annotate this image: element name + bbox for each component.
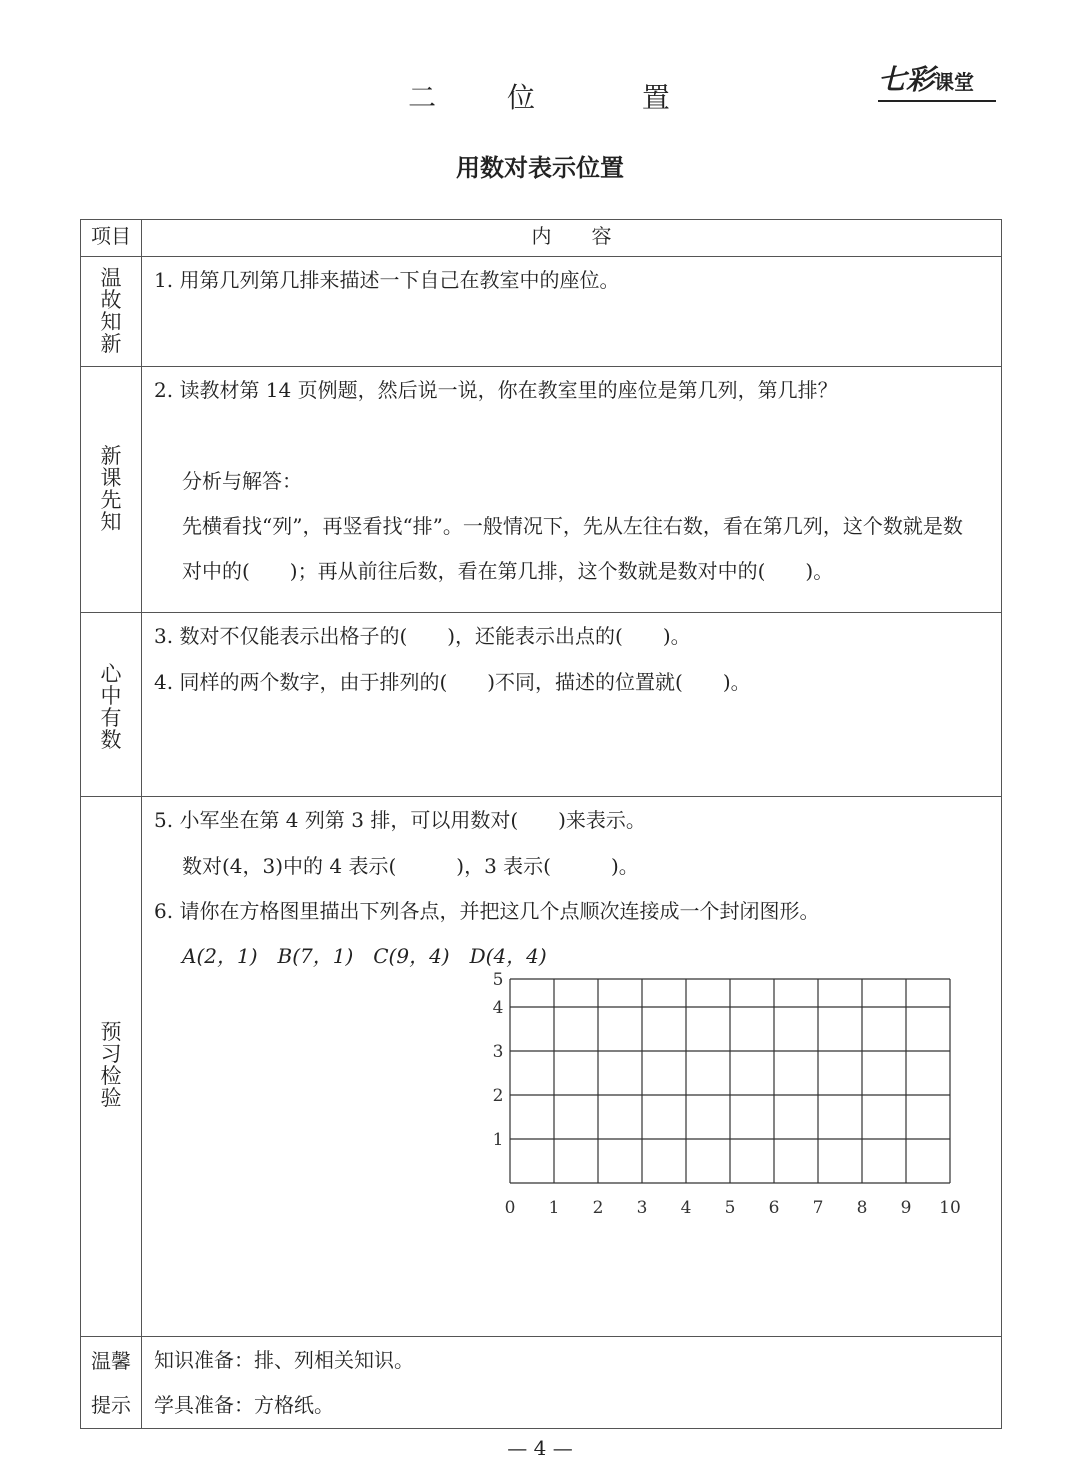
- x-tick-label: 10: [939, 1198, 961, 1218]
- question-3: 3. 数对不仅能表示出格子的( )，还能表示出点的( )。: [154, 624, 691, 648]
- label-char: 数: [100, 728, 122, 752]
- question-5-sub: 数对(4，3)中的 4 表示( )，3 表示( )。: [182, 854, 639, 878]
- tip-label-line: 温馨: [91, 1349, 131, 1373]
- label-char: 知: [100, 510, 122, 534]
- coordinate-grid[interactable]: [352, 970, 961, 1243]
- section-tip-row: [81, 1337, 1002, 1429]
- x-tick-label: 0: [504, 1198, 516, 1218]
- section-content: [142, 613, 1002, 797]
- label-char: 验: [100, 1086, 122, 1110]
- lesson-title: 用数对表示位置: [456, 154, 624, 182]
- question-5: 5. 小军坐在第 4 列第 3 排，可以用数对( )来表示。: [154, 808, 646, 832]
- section-content: [142, 257, 1002, 367]
- label-char: 新: [100, 444, 122, 468]
- lesson-table: [80, 219, 1002, 1429]
- label-char: 习: [100, 1042, 122, 1066]
- label-char: 有: [100, 706, 122, 730]
- tip-tools: 学具准备：方格纸。: [154, 1393, 334, 1417]
- x-tick-label: 2: [592, 1198, 604, 1218]
- label-char: 知: [100, 310, 122, 334]
- label-char: 心: [100, 662, 122, 686]
- section-label: [81, 367, 142, 613]
- label-char: 预: [100, 1020, 122, 1044]
- label-char: 先: [100, 488, 122, 512]
- y-tick-label: 2: [492, 1086, 504, 1106]
- label-char: 课: [100, 466, 122, 490]
- section-content: [142, 367, 1002, 613]
- brand-logo: [878, 58, 1002, 98]
- col-content-header: 内容: [142, 220, 1002, 257]
- section-check-row: [81, 797, 1002, 1337]
- y-tick-label: 3: [492, 1042, 504, 1062]
- question-4: 4. 同样的两个数字，由于排列的( )不同，描述的位置就( )。: [154, 670, 751, 694]
- analysis-heading: 分析与解答：: [182, 469, 302, 493]
- section-label: [81, 1337, 142, 1429]
- table-header-row: [81, 220, 1002, 257]
- section-label: [81, 613, 142, 797]
- question-1: 1. 用第几列第几排来描述一下自己在教室中的座位。: [154, 268, 620, 292]
- label-char: 故: [100, 288, 122, 312]
- label-char: 新: [100, 332, 122, 356]
- analysis-line-1: 先横看找“列”，再竖看找“排”。一般情况下，先从左往右数，看在第几列，这个数就是数: [182, 514, 963, 538]
- section-content: [142, 1337, 1002, 1429]
- analysis-line-2: 对中的( )；再从前往后数，看在第几排，这个数就是数对中的( )。: [182, 559, 834, 583]
- chapter-title-char: 二: [408, 81, 439, 114]
- x-tick-label: 9: [900, 1198, 912, 1218]
- x-tick-label: 4: [680, 1198, 692, 1218]
- y-tick-label: 5: [492, 970, 504, 990]
- section-review-row: [81, 257, 1002, 367]
- x-tick-label: 6: [768, 1198, 780, 1218]
- question-6: 6. 请你在方格图里描出下列各点，并把这几个点顺次连接成一个封闭图形。: [154, 899, 820, 923]
- section-label: [81, 257, 142, 367]
- x-tick-label: 8: [856, 1198, 868, 1218]
- section-preview-row: [81, 367, 1002, 613]
- y-tick-label: 4: [492, 998, 504, 1018]
- col-label-header: 项目: [81, 220, 142, 257]
- label-char: 温: [100, 266, 122, 290]
- tip-label-line: 提示: [91, 1393, 131, 1417]
- section-label: [81, 797, 142, 1337]
- chapter-title-char: 置: [641, 81, 672, 114]
- question-2: 2. 读教材第 14 页例题，然后说一说，你在教室里的座位是第几列，第几排？: [154, 378, 838, 402]
- label-char: 中: [100, 684, 122, 708]
- section-content: [142, 797, 1002, 1337]
- page-number: — 4 —: [507, 1436, 573, 1460]
- x-tick-label: 5: [724, 1198, 736, 1218]
- coordinate-grid-wrap: [352, 970, 961, 1247]
- x-tick-label: 7: [812, 1198, 824, 1218]
- x-tick-label: 1: [548, 1198, 560, 1218]
- brand-underline: [878, 100, 996, 102]
- y-tick-label: 1: [492, 1130, 504, 1150]
- label-char: 检: [100, 1064, 122, 1088]
- chapter-title-char: 位: [506, 81, 537, 114]
- brand-sub: 课堂: [934, 70, 975, 94]
- x-tick-label: 3: [636, 1198, 648, 1218]
- section-mind-row: [81, 613, 1002, 797]
- tip-knowledge: 知识准备：排、列相关知识。: [154, 1348, 414, 1372]
- brand-main: 七彩: [878, 63, 935, 96]
- point-list: A(2，1) B(7，1) C(9，4) D(4，4): [182, 944, 547, 968]
